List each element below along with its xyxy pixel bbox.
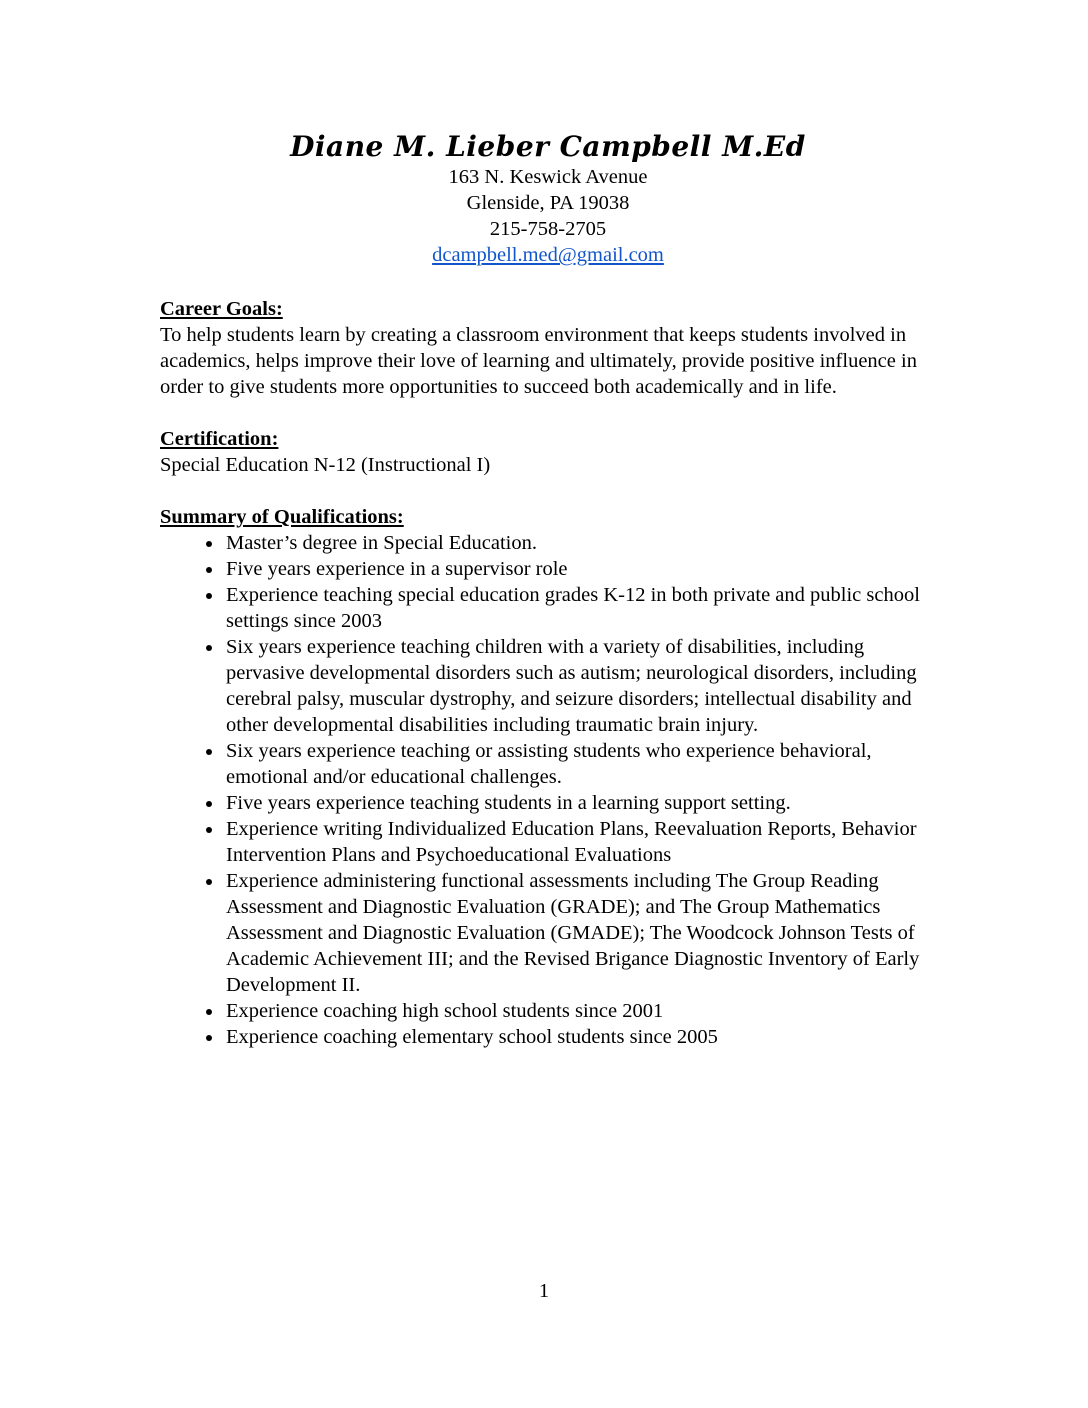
- certification-text: Special Education N-12 (Instructional I): [160, 454, 491, 476]
- phone-number: 215-758-2705: [489, 218, 607, 240]
- email-link[interactable]: dcampbell.med@gmail.com: [432, 244, 664, 266]
- qualification-item: • Experience coaching elementary school students since 2005: [224, 1024, 936, 1050]
- certification-heading: Certification:: [160, 428, 279, 450]
- career-goals-heading: Career Goals:: [160, 298, 283, 320]
- qualification-item: • Six years experience teaching children with a variety of disabilities, including pervasive developmental disorders such as autism; neurological disorders, including cerebral palsy, muscular dystrophy, and seizure disorders; intellectual disability and other developmental disabilities including traumatic brain injury.: [224, 634, 936, 738]
- resume-name: Diane M. Lieber Campbell M.Ed: [290, 130, 806, 163]
- section-certification: [160, 426, 936, 478]
- address-line-1: 163 N. Keswick Avenue: [448, 166, 648, 188]
- qualifications-list: [160, 530, 936, 1050]
- qualification-item: • Experience teaching special education grades K-12 in both private and public school settings since 2003: [224, 582, 936, 634]
- qualification-item: • Experience writing Individualized Education Plans, Reevaluation Reports, Behavior Intervention Plans and Psychoeducational Evaluations: [224, 816, 936, 868]
- email-line: [160, 242, 936, 268]
- page-number: 1: [538, 1280, 550, 1302]
- qualification-item: • Experience coaching high school students since 2001: [224, 998, 936, 1024]
- resume-header: [160, 130, 936, 268]
- qualification-item: • Experience administering functional assessments including The Group Reading Assessment and Diagnostic Evaluation (GRADE); and The Group Mathematics Assessment and Diagnostic Evaluation (GMADE); The Woodcock Johnson Tests of Academic Achievement III; and the Revised Brigance Diagnostic Inventory of Early Development II.: [224, 868, 936, 998]
- qualification-item: • Master’s degree in Special Education.: [224, 530, 936, 556]
- section-qualifications: [160, 504, 936, 1050]
- qualifications-heading: Summary of Qualifications:: [160, 506, 404, 528]
- address-line-2: Glenside, PA 19038: [466, 192, 630, 214]
- qualification-item: • Five years experience teaching students in a learning support setting.: [224, 790, 936, 816]
- section-career-goals: [160, 296, 936, 400]
- qualification-item: • Six years experience teaching or assisting students who experience behavioral, emotional and/or educational challenges.: [224, 738, 936, 790]
- qualification-item: • Five years experience in a supervisor role: [224, 556, 936, 582]
- career-goals-text: To help students learn by creating a classroom environment that keeps students involved in academics, helps improve their love of learning and ultimately, provide positive influence in order to give students more opportunities to succeed both academically and in life.: [160, 324, 917, 398]
